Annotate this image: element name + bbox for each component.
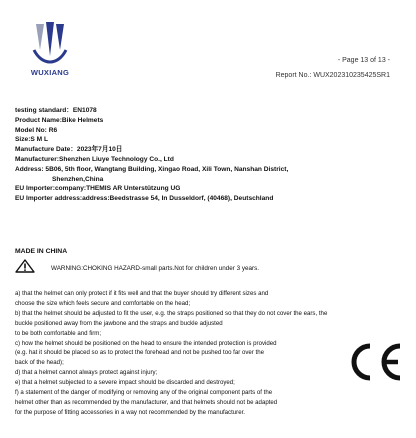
warning-row xyxy=(15,259,405,273)
instruction-line: d) that a helmet cannot always protect against injury; xyxy=(15,369,158,377)
manufacturer-value: Shenzhen Liuye Technology Co., Ltd xyxy=(58,155,174,163)
warning-text: WARNING:CHOKING HAZARD-small parts.Not for children under 3 years. xyxy=(51,265,259,272)
ce-mark-icon xyxy=(344,340,406,384)
size-value: S M L xyxy=(30,136,48,144)
instructions-block xyxy=(15,289,335,418)
wuxiang-logo-icon xyxy=(30,20,70,66)
address-row xyxy=(15,165,405,175)
address-row-2 xyxy=(15,175,405,185)
instruction-line: c) how the helmet should be positioned on the head to ensure the intended protection is provided xyxy=(15,339,277,347)
eu-importer-address-value: address:Beedstrasse 54, In Dusseldorf, (40468), Deutschland xyxy=(82,195,274,203)
instruction-line: a) that the helmet can only protect if it fits well and that the buyer should try different sizes and xyxy=(15,290,269,297)
model-no-value: R6 xyxy=(48,126,58,134)
size-label: Size: xyxy=(15,136,31,144)
manufacturer-label: Manufacturer: xyxy=(15,155,59,163)
product-name-row xyxy=(15,116,405,126)
address-label: Address: xyxy=(15,165,46,173)
report-number: Report No.: WUX202310235425SR1 xyxy=(275,72,390,79)
eu-importer-address-label: EU Importer address: xyxy=(15,195,83,203)
size-row xyxy=(15,135,405,145)
instruction-line: (e.g. hat it should be placed so as to protect the forehead and not be pushed too far over the xyxy=(15,349,264,357)
eu-importer-row xyxy=(15,184,405,194)
page-indicator: - Page 13 of 13 - xyxy=(337,57,390,64)
address-line2: Shenzhen,China xyxy=(52,175,104,183)
instruction-line: f) a statement of the danger of modifying or removing any of the original component parts of the xyxy=(15,389,273,397)
eu-importer-prefix: EU Importer: xyxy=(15,185,55,193)
eu-importer-value: company:THEMIS AR Unterstützung UG xyxy=(54,185,181,193)
manufacture-date-label: Manufacture Date： xyxy=(15,146,77,154)
instruction-line: b) that the helmet should be adjusted to fit the user, e.g. the straps positioned so that they do not cover the ears, the xyxy=(15,309,328,317)
model-no-label: Model No: xyxy=(15,126,49,134)
instruction-line: for the purpose of fitting accessories in a way not recommended by the manufacturer. xyxy=(15,408,245,416)
product-name-value: Bike Helmets xyxy=(61,116,104,124)
testing-standard-row xyxy=(15,106,405,116)
manufacture-date-value: 2023年7月10日 xyxy=(76,146,123,154)
instruction-line: back of the head); xyxy=(15,359,64,367)
address-line1: 5B06, 5th floor, Wangtang Building, Xingao Road, Xili Town, Nanshan District, xyxy=(45,165,289,173)
eu-importer-address-row xyxy=(15,194,405,204)
model-no-row xyxy=(15,126,405,136)
manufacture-date-row xyxy=(15,145,405,155)
instruction-line: helmet other than as recommended by the manufacturer, and that helmets should not be adapted xyxy=(15,398,278,406)
instruction-line: buckle positioned away from the jawbone and the straps and buckle adjusted xyxy=(15,319,223,327)
testing-standard-value: EN1078 xyxy=(72,107,97,114)
testing-standard-label: testing standard： xyxy=(15,107,73,114)
product-info-block xyxy=(15,106,405,204)
manufacturer-row xyxy=(15,155,405,165)
instruction-line: to be both comfortable and firm; xyxy=(15,329,102,337)
made-in-label: MADE IN CHINA xyxy=(15,248,68,255)
company-logo xyxy=(18,20,82,78)
logo-text: WUXIANG xyxy=(30,68,70,77)
product-name-label: Product Name: xyxy=(15,116,62,124)
instruction-line: e) that a helmet subjected to a severe impact should be discarded and destroyed; xyxy=(15,379,235,387)
warning-triangle-icon xyxy=(15,259,35,273)
instruction-line: choose the size which feels secure and comfortable on the head; xyxy=(15,299,191,307)
